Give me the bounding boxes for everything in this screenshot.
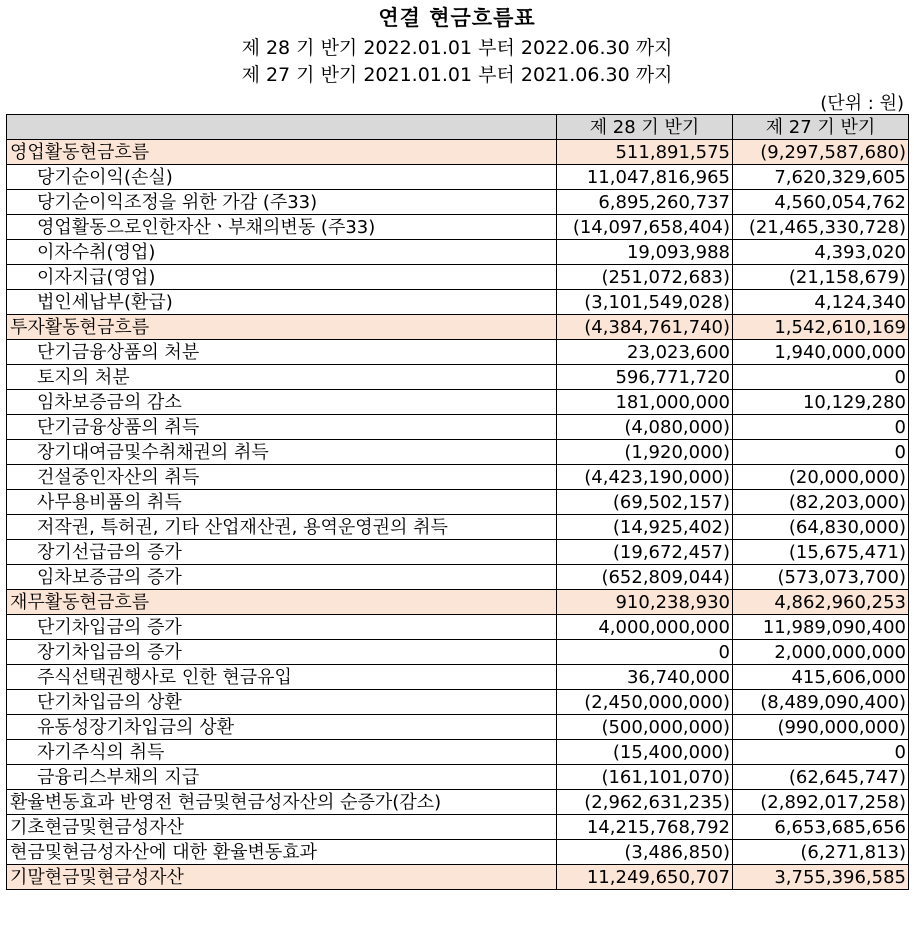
table-row — [7, 665, 909, 690]
table-row — [7, 515, 909, 540]
table-row — [7, 690, 909, 715]
table-row — [7, 765, 909, 790]
row-label: 단기차입금의 증가 — [7, 615, 557, 640]
value-current: 19,093,988 — [557, 240, 733, 265]
row-label: 사무용비품의 취득 — [7, 490, 557, 515]
table-row — [7, 565, 909, 590]
value-prior: (2,892,017,258) — [733, 790, 909, 815]
header-prior-period: 제 27 기 반기 — [733, 115, 909, 140]
value-current: (2,962,631,235) — [557, 790, 733, 815]
row-label: 장기대여금및수취채권의 취득 — [7, 440, 557, 465]
value-prior: (20,000,000) — [733, 465, 909, 490]
table-row — [7, 490, 909, 515]
value-current: (1,920,000) — [557, 440, 733, 465]
row-label: 단기차입금의 상환 — [7, 690, 557, 715]
table-row — [7, 190, 909, 215]
header-blank — [7, 115, 557, 140]
row-label: 토지의 처분 — [7, 365, 557, 390]
period-prior: 제 27 기 반기 2021.01.01 부터 2021.06.30 까지 — [241, 64, 673, 86]
value-prior: 1,542,610,169 — [733, 315, 909, 340]
value-prior: 3,755,396,585 — [733, 865, 909, 890]
value-prior: 10,129,280 — [733, 390, 909, 415]
value-prior: 0 — [733, 440, 909, 465]
row-label: 기말현금및현금성자산 — [7, 865, 557, 890]
table-row — [7, 540, 909, 565]
row-label: 단기금융상품의 취득 — [7, 415, 557, 440]
value-current: (4,080,000) — [557, 415, 733, 440]
value-current: 14,215,768,792 — [557, 815, 733, 840]
value-current: (652,809,044) — [557, 565, 733, 590]
row-label: 자기주식의 취득 — [7, 740, 557, 765]
row-label: 기초현금및현금성자산 — [7, 815, 557, 840]
section-row — [7, 315, 909, 340]
value-prior: 4,560,054,762 — [733, 190, 909, 215]
value-prior: (62,645,747) — [733, 765, 909, 790]
value-current: (15,400,000) — [557, 740, 733, 765]
row-label: 재무활동현금흐름 — [7, 590, 557, 615]
value-prior: (6,271,813) — [733, 840, 909, 865]
value-prior: 4,124,340 — [733, 290, 909, 315]
value-prior: (9,297,587,680) — [733, 140, 909, 165]
value-prior: 2,000,000,000 — [733, 640, 909, 665]
table-row — [7, 465, 909, 490]
value-prior: (15,675,471) — [733, 540, 909, 565]
value-prior: 0 — [733, 415, 909, 440]
row-label: 저작권, 특허권, 기타 산업재산권, 용역운영권의 취득 — [7, 515, 557, 540]
value-current: (69,502,157) — [557, 490, 733, 515]
value-current: 11,047,816,965 — [557, 165, 733, 190]
value-prior: 0 — [733, 740, 909, 765]
value-prior: 415,606,000 — [733, 665, 909, 690]
row-label: 현금및현금성자산에 대한 환율변동효과 — [7, 840, 557, 865]
value-current: 0 — [557, 640, 733, 665]
cash-flow-table — [6, 114, 909, 890]
table-row — [7, 790, 909, 815]
value-prior: (8,489,090,400) — [733, 690, 909, 715]
value-current: (14,925,402) — [557, 515, 733, 540]
value-current: (161,101,070) — [557, 765, 733, 790]
value-current: (14,097,658,404) — [557, 215, 733, 240]
row-label: 임차보증금의 증가 — [7, 565, 557, 590]
value-current: (3,101,549,028) — [557, 290, 733, 315]
value-current: 596,771,720 — [557, 365, 733, 390]
row-label: 영업활동현금흐름 — [7, 140, 557, 165]
value-current: 511,891,575 — [557, 140, 733, 165]
period-current: 제 28 기 반기 2022.01.01 부터 2022.06.30 까지 — [241, 37, 673, 59]
table-row — [7, 240, 909, 265]
value-current: (4,423,190,000) — [557, 465, 733, 490]
table-row — [7, 840, 909, 865]
value-prior: (21,158,679) — [733, 265, 909, 290]
value-current: (251,072,683) — [557, 265, 733, 290]
value-prior: 7,620,329,605 — [733, 165, 909, 190]
row-label: 임차보증금의 감소 — [7, 390, 557, 415]
value-prior: 1,940,000,000 — [733, 340, 909, 365]
value-current: 23,023,600 — [557, 340, 733, 365]
value-prior: 0 — [733, 365, 909, 390]
value-prior: (21,465,330,728) — [733, 215, 909, 240]
table-row — [7, 640, 909, 665]
table-row — [7, 615, 909, 640]
value-current: (3,486,850) — [557, 840, 733, 865]
row-label: 유동성장기차입금의 상환 — [7, 715, 557, 740]
section-row — [7, 140, 909, 165]
value-prior: 11,989,090,400 — [733, 615, 909, 640]
unit-label: (단위 : 원) — [820, 93, 904, 114]
value-prior: 4,393,020 — [733, 240, 909, 265]
row-label: 금융리스부채의 지급 — [7, 765, 557, 790]
table-row — [7, 440, 909, 465]
value-current: (19,672,457) — [557, 540, 733, 565]
value-current: (2,450,000,000) — [557, 690, 733, 715]
row-label: 주식선택권행사로 인한 현금유입 — [7, 665, 557, 690]
row-label: 당기순이익(손실) — [7, 165, 557, 190]
value-prior: 4,862,960,253 — [733, 590, 909, 615]
table-row — [7, 265, 909, 290]
row-label: 장기차입금의 증가 — [7, 640, 557, 665]
table-row — [7, 415, 909, 440]
value-current: 36,740,000 — [557, 665, 733, 690]
table-body — [7, 140, 909, 890]
table-row — [7, 715, 909, 740]
table-row — [7, 215, 909, 240]
table-row — [7, 815, 909, 840]
value-current: 910,238,930 — [557, 590, 733, 615]
value-prior: (990,000,000) — [733, 715, 909, 740]
value-current: 4,000,000,000 — [557, 615, 733, 640]
row-label: 단기금융상품의 처분 — [7, 340, 557, 365]
value-prior: 6,653,685,656 — [733, 815, 909, 840]
row-label: 장기선급금의 증가 — [7, 540, 557, 565]
row-label: 투자활동현금흐름 — [7, 315, 557, 340]
table-row — [7, 740, 909, 765]
table-row — [7, 290, 909, 315]
table-row — [7, 340, 909, 365]
value-prior: (64,830,000) — [733, 515, 909, 540]
section-row — [7, 590, 909, 615]
table-header-row — [7, 115, 909, 140]
row-label: 환율변동효과 반영전 현금및현금성자산의 순증가(감소) — [7, 790, 557, 815]
value-current: (500,000,000) — [557, 715, 733, 740]
value-prior: (573,073,700) — [733, 565, 909, 590]
row-label: 이자지급(영업) — [7, 265, 557, 290]
table-row — [7, 365, 909, 390]
row-label: 이자수취(영업) — [7, 240, 557, 265]
table-row — [7, 390, 909, 415]
value-prior: (82,203,000) — [733, 490, 909, 515]
table-row — [7, 165, 909, 190]
row-label: 당기순이익조정을 위한 가감 (주33) — [7, 190, 557, 215]
row-label: 영업활동으로인한자산ㆍ부채의변동 (주33) — [7, 215, 557, 240]
section-row — [7, 865, 909, 890]
value-current: 181,000,000 — [557, 390, 733, 415]
row-label: 법인세납부(환급) — [7, 290, 557, 315]
row-label: 건설중인자산의 취득 — [7, 465, 557, 490]
value-current: (4,384,761,740) — [557, 315, 733, 340]
header-current-period: 제 28 기 반기 — [557, 115, 733, 140]
statement-title: 연결 현금흐름표 — [378, 6, 536, 30]
value-current: 6,895,260,737 — [557, 190, 733, 215]
value-current: 11,249,650,707 — [557, 865, 733, 890]
